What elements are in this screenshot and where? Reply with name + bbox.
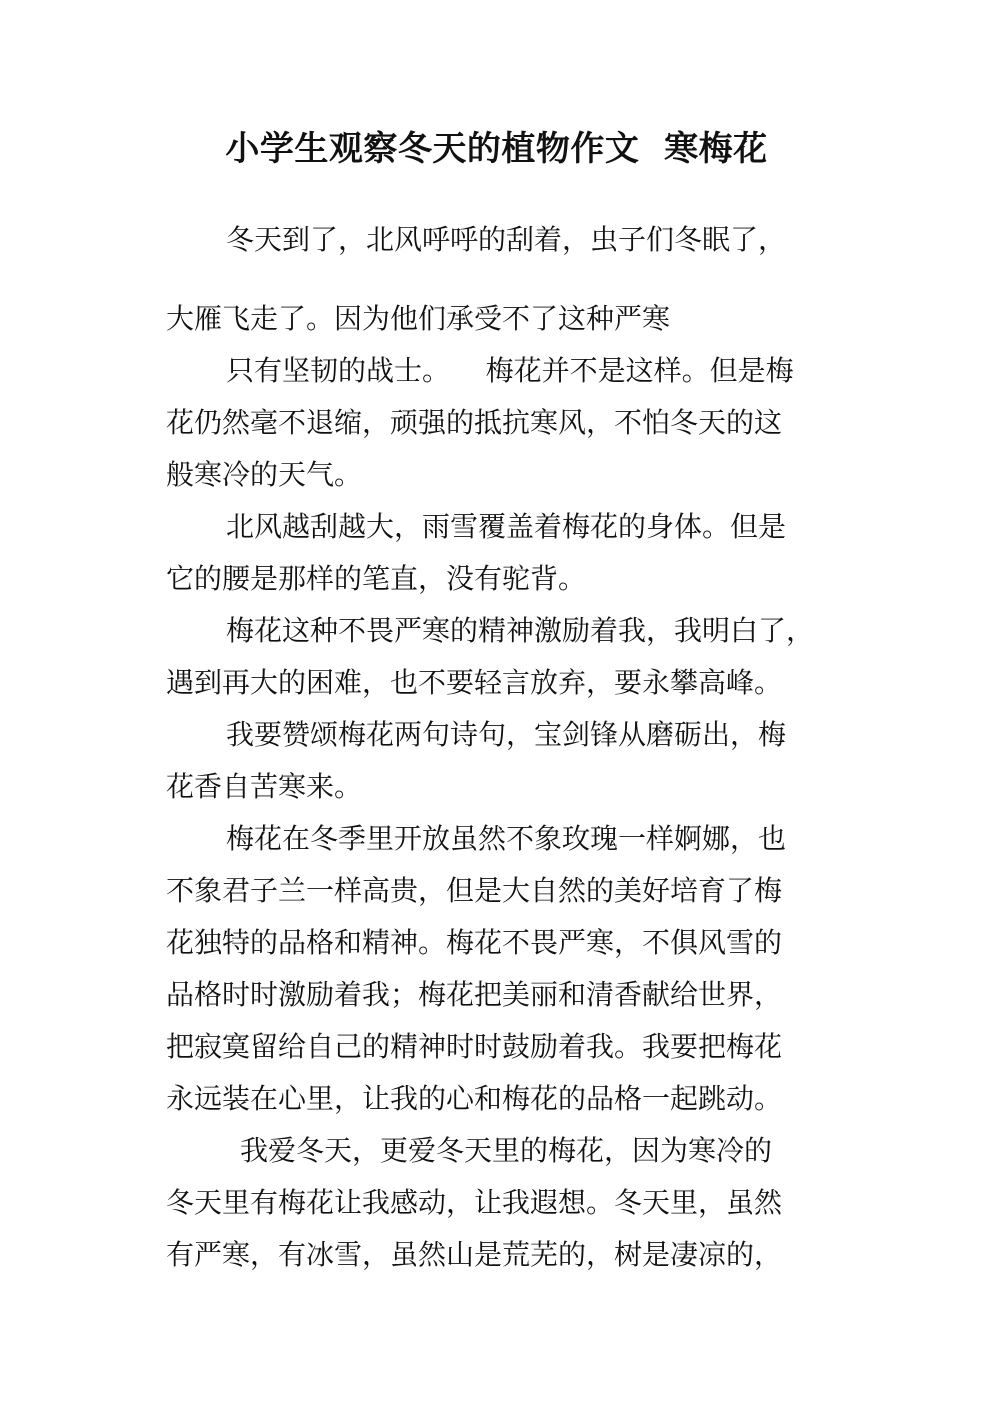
body-line: 有严寒，有冰雪，虽然山是荒芜的，树是凄凉的， <box>166 1238 783 1271</box>
body-line: 冬天里有梅花让我感动，让我遐想。冬天里，虽然 <box>166 1186 783 1219</box>
body-line: 只有坚韧的战士。 梅花并不是这样。但是梅 <box>226 354 794 387</box>
body-line: 我要赞颂梅花两句诗句，宝剑锋从磨砺出，梅 <box>226 718 787 751</box>
body-line: 把寂寞留给自己的精神时时鼓励着我。我要把梅花 <box>166 1030 783 1063</box>
body-line: 我爱冬天，更爱冬天里的梅花，因为寒冷的 <box>240 1134 773 1167</box>
body-line: 梅花这种不畏严寒的精神激励着我，我明白了， <box>226 614 815 647</box>
body-line: 永远装在心里，让我的心和梅花的品格一起跳动。 <box>166 1082 783 1115</box>
body-line: 遇到再大的困难，也不要轻言放弃，要永攀高峰。 <box>166 666 783 699</box>
body-line: 不象君子兰一样高贵，但是大自然的美好培育了梅 <box>166 874 783 907</box>
body-line: 花独特的品格和精神。梅花不畏严寒，不俱风雪的 <box>166 926 783 959</box>
body-line: 花香自苦寒来。 <box>166 770 363 803</box>
body-line: 它的腰是那样的笔直，没有驼背。 <box>166 562 587 595</box>
body-line: 品格时时激励着我；梅花把美丽和清香献给世界， <box>166 978 783 1011</box>
body-line: 北风越刮越大，雨雪覆盖着梅花的身体。但是 <box>226 510 787 543</box>
body-line: 梅花在冬季里开放虽然不象玫瑰一样婀娜，也 <box>226 822 787 855</box>
body-line: 冬天到了，北风呼呼的刮着，虫子们冬眠了， <box>226 223 787 256</box>
body-line: 般寒冷的天气。 <box>166 458 363 491</box>
body-line: 花仍然毫不退缩，顽强的抵抗寒风，不怕冬天的这 <box>166 406 783 439</box>
document-title: 小学生观察冬天的植物作文 寒梅花 <box>225 129 768 169</box>
body-line: 大雁飞走了。因为他们承受不了这种严寒 <box>166 302 671 335</box>
